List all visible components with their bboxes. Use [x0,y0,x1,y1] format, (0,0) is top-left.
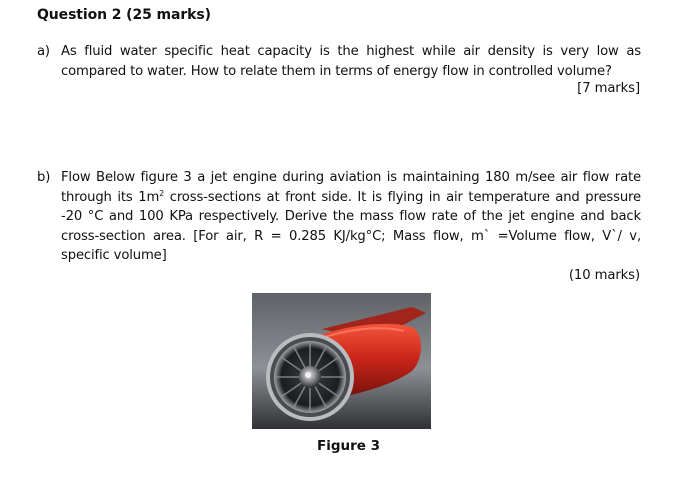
jet-engine-figure [252,293,431,429]
part-b-text [61,168,641,266]
part-b-text-1: Flow Below figure 3 a jet engine during aviation is maintaining 180 m/see air flow rate through its 1m [61,170,641,205]
part-a [37,42,641,81]
spinner-tip [305,372,311,378]
part-b-label: b) [37,170,51,185]
part-a-text: As fluid water specific heat capacity is the highest while air density is very low as compared to water. How to relate them in terms of energy flow in controlled volume? [61,44,641,79]
part-b-marks: (10 marks) [568,268,640,283]
part-b [37,168,641,266]
figure-caption: Figure 3 [316,438,381,454]
jet-engine-icon [252,293,431,429]
part-a-label: a) [37,44,50,59]
question-title: Question 2 (25 marks) [37,7,211,23]
part-b-superscript: 2 [159,188,165,198]
part-b-text-2: cross-sections at front side. It is flying in air temperature and pressure -20 °C and 100 KPa respectively. Derive the mass flow rate of the jet engine and back cross-section area. [For air, R = 0.285 KJ/kg°C; Mass flow, m` =Volume flow, V`/ v, specific volume] [61,189,642,263]
part-a-marks: [7 marks] [577,81,640,96]
